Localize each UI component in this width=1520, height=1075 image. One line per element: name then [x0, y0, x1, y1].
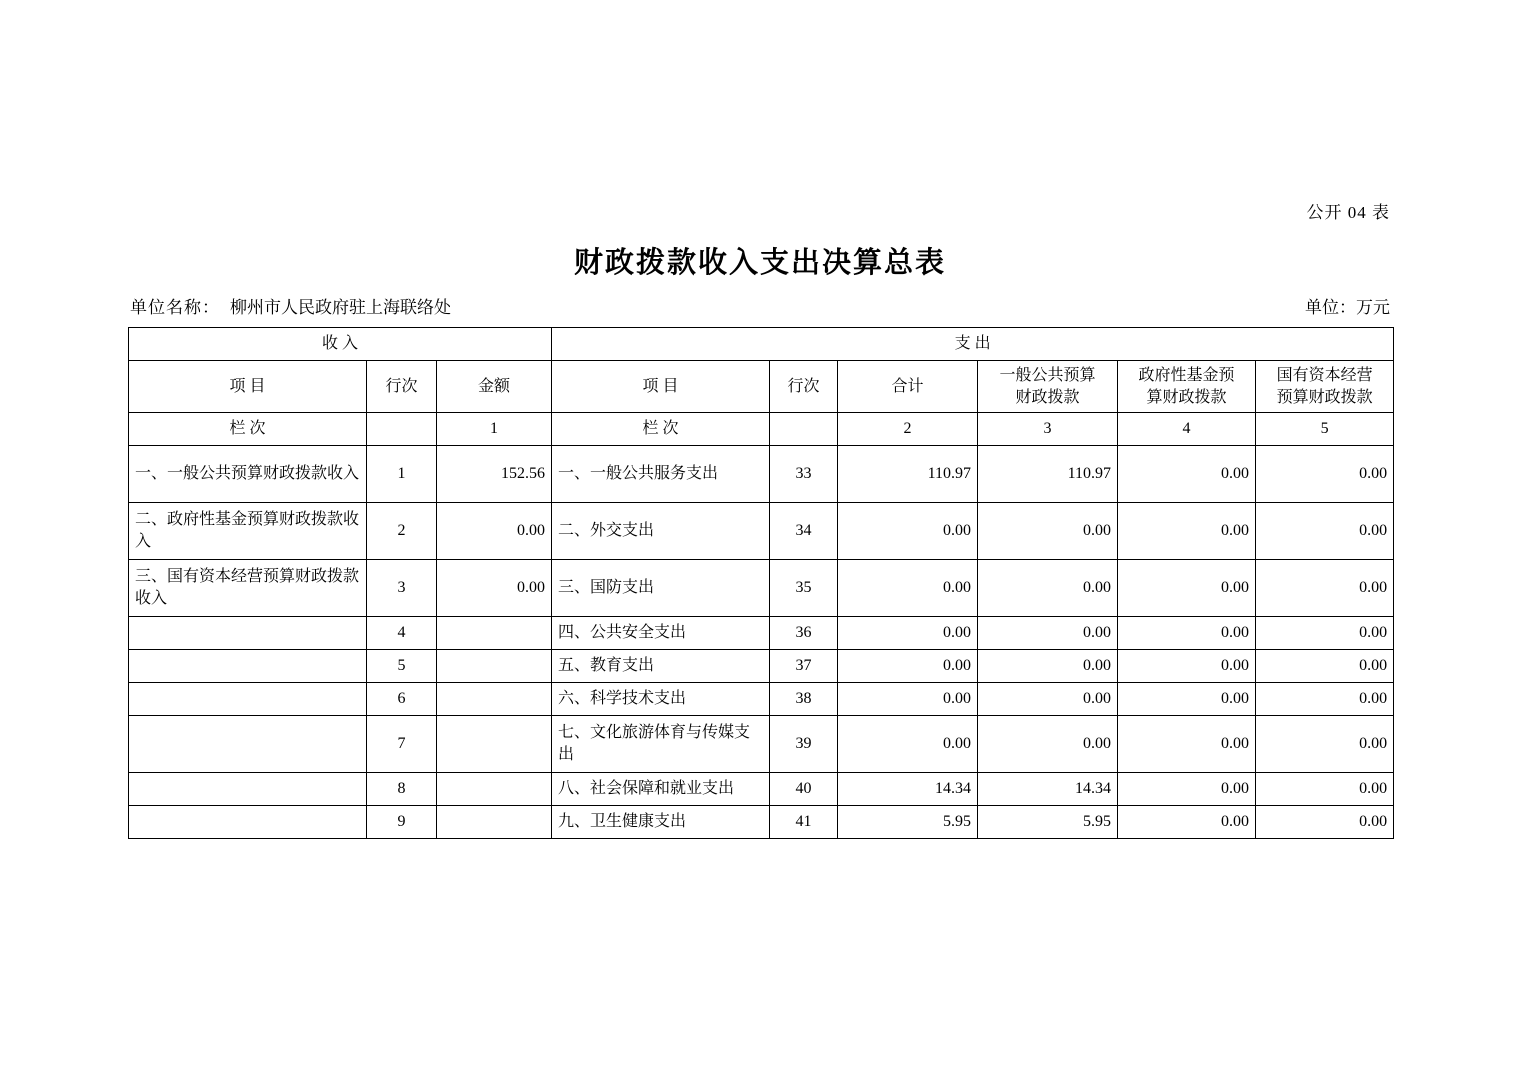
- cell-expense-state-cap: 0.00: [1256, 650, 1394, 683]
- cell-expense-line: 39: [770, 716, 838, 773]
- cell-income-amount: 152.56: [437, 446, 552, 503]
- cell-expense-state-cap: 0.00: [1256, 683, 1394, 716]
- table-row: [129, 650, 1394, 683]
- cell-expense-general: 0.00: [978, 716, 1118, 773]
- col-income-item: 项 目: [129, 361, 367, 413]
- cell-income-amount: [437, 716, 552, 773]
- cell-expense-item: 八、社会保障和就业支出: [552, 773, 770, 806]
- col-expense-gov-fund: [1118, 361, 1256, 413]
- col-expense-gov-fund-line2: 算财政拨款: [1146, 388, 1227, 406]
- table-row: [129, 560, 1394, 617]
- table-row: [129, 683, 1394, 716]
- col-expense-total: 合计: [838, 361, 978, 413]
- col-expense-line: 行次: [770, 361, 838, 413]
- cell-income-amount: [437, 773, 552, 806]
- table-row: [129, 617, 1394, 650]
- cell-expense-line: 34: [770, 503, 838, 560]
- cell-expense-gov-fund: 0.00: [1118, 560, 1256, 617]
- col-income-line: 行次: [367, 361, 437, 413]
- cell-expense-item: 一、一般公共服务支出: [552, 446, 770, 503]
- cell-expense-item: 四、公共安全支出: [552, 617, 770, 650]
- cell-income-line: 4: [367, 617, 437, 650]
- cell-income-line: 9: [367, 806, 437, 839]
- cell-expense-line: 35: [770, 560, 838, 617]
- cell-expense-state-cap: 0.00: [1256, 560, 1394, 617]
- page-title: 财政拨款收入支出决算总表: [573, 247, 946, 279]
- cell-expense-line: 41: [770, 806, 838, 839]
- cell-expense-line: 37: [770, 650, 838, 683]
- cell-expense-gov-fund: 0.00: [1118, 446, 1256, 503]
- unit-measure: 单位：万元: [1305, 298, 1390, 317]
- cell-expense-total: 14.34: [838, 773, 978, 806]
- cell-expense-line: 38: [770, 683, 838, 716]
- cell-income-line: 8: [367, 773, 437, 806]
- table-row: [129, 503, 1394, 560]
- cell-expense-gov-fund: 0.00: [1118, 716, 1256, 773]
- cell-expense-item: 三、国防支出: [552, 560, 770, 617]
- cell-income-amount: 0.00: [437, 503, 552, 560]
- index-income-line-blank: [367, 413, 437, 446]
- cell-income-item: [129, 650, 367, 683]
- cell-income-item: [129, 806, 367, 839]
- cell-expense-item: 七、文化旅游体育与传媒支出: [552, 716, 770, 773]
- table-column-header-row: [129, 361, 1394, 413]
- cell-income-line: 6: [367, 683, 437, 716]
- index-expense-total-no: 2: [838, 413, 978, 446]
- cell-expense-gov-fund: 0.00: [1118, 503, 1256, 560]
- cell-income-line: 1: [367, 446, 437, 503]
- cell-expense-total: 0.00: [838, 716, 978, 773]
- cell-expense-total: 0.00: [838, 650, 978, 683]
- cell-expense-line: 33: [770, 446, 838, 503]
- group-header-income: 收 入: [129, 328, 552, 361]
- index-income-amount-no: 1: [437, 413, 552, 446]
- index-expense-gov-fund-no: 4: [1118, 413, 1256, 446]
- cell-income-line: 5: [367, 650, 437, 683]
- cell-income-amount: [437, 683, 552, 716]
- cell-expense-general: 0.00: [978, 617, 1118, 650]
- cell-expense-general: 5.95: [978, 806, 1118, 839]
- table-row: [129, 716, 1394, 773]
- cell-expense-item: 九、卫生健康支出: [552, 806, 770, 839]
- cell-expense-general: 110.97: [978, 446, 1118, 503]
- col-expense-general-line1: 一般公共预算: [999, 366, 1096, 384]
- table-row: [129, 806, 1394, 839]
- table-row: [129, 773, 1394, 806]
- cell-expense-total: 0.00: [838, 617, 978, 650]
- cell-expense-item: 五、教育支出: [552, 650, 770, 683]
- cell-income-line: 3: [367, 560, 437, 617]
- cell-expense-line: 36: [770, 617, 838, 650]
- cell-income-line: 2: [367, 503, 437, 560]
- cell-expense-general: 14.34: [978, 773, 1118, 806]
- cell-expense-general: 0.00: [978, 560, 1118, 617]
- cell-income-item: 三、国有资本经营预算财政拨款收入: [129, 560, 367, 617]
- cell-expense-general: 0.00: [978, 683, 1118, 716]
- cell-income-item: [129, 683, 367, 716]
- cell-income-amount: 0.00: [437, 560, 552, 617]
- cell-expense-gov-fund: 0.00: [1118, 617, 1256, 650]
- cell-expense-total: 5.95: [838, 806, 978, 839]
- table-group-header-row: [129, 328, 1394, 361]
- col-expense-state-cap: [1256, 361, 1394, 413]
- cell-income-amount: [437, 806, 552, 839]
- unit-name: [130, 293, 451, 318]
- cell-expense-item: 六、科学技术支出: [552, 683, 770, 716]
- cell-expense-item: 二、外交支出: [552, 503, 770, 560]
- cell-income-item: 二、政府性基金预算财政拨款收入: [129, 503, 367, 560]
- cell-expense-gov-fund: 0.00: [1118, 650, 1256, 683]
- cell-income-item: 一、一般公共预算财政拨款收入: [129, 446, 367, 503]
- cell-expense-total: 0.00: [838, 560, 978, 617]
- document-code: 公开 04 表: [1306, 203, 1390, 222]
- unit-name-label: 单位名称：: [130, 298, 220, 317]
- cell-expense-state-cap: 0.00: [1256, 446, 1394, 503]
- document-meta: [130, 293, 1390, 315]
- col-expense-state-cap-line1: 国有资本经营: [1276, 366, 1373, 384]
- cell-income-item: [129, 617, 367, 650]
- col-expense-state-cap-line2: 预算财政拨款: [1276, 388, 1373, 406]
- cell-income-amount: [437, 650, 552, 683]
- cell-expense-gov-fund: 0.00: [1118, 683, 1256, 716]
- cell-expense-state-cap: 0.00: [1256, 806, 1394, 839]
- unit-name-value: 柳州市人民政府驻上海联络处: [230, 298, 451, 317]
- index-expense-state-cap-no: 5: [1256, 413, 1394, 446]
- cell-expense-general: 0.00: [978, 650, 1118, 683]
- financial-table: [128, 327, 1394, 839]
- col-income-amount: 金额: [437, 361, 552, 413]
- index-expense-general-no: 3: [978, 413, 1118, 446]
- cell-expense-total: 0.00: [838, 503, 978, 560]
- cell-income-item: [129, 773, 367, 806]
- col-expense-gov-fund-line1: 政府性基金预: [1138, 366, 1235, 384]
- cell-expense-line: 40: [770, 773, 838, 806]
- index-expense-label: 栏 次: [552, 413, 770, 446]
- col-expense-general-line2: 财政拨款: [1015, 388, 1080, 406]
- cell-income-amount: [437, 617, 552, 650]
- cell-expense-gov-fund: 0.00: [1118, 806, 1256, 839]
- cell-expense-total: 0.00: [838, 683, 978, 716]
- cell-expense-state-cap: 0.00: [1256, 716, 1394, 773]
- col-expense-item: 项 目: [552, 361, 770, 413]
- cell-expense-state-cap: 0.00: [1256, 503, 1394, 560]
- cell-income-line: 7: [367, 716, 437, 773]
- cell-expense-gov-fund: 0.00: [1118, 773, 1256, 806]
- cell-expense-state-cap: 0.00: [1256, 773, 1394, 806]
- index-expense-line-blank: [770, 413, 838, 446]
- cell-expense-total: 110.97: [838, 446, 978, 503]
- cell-expense-state-cap: 0.00: [1256, 617, 1394, 650]
- index-income-label: 栏 次: [129, 413, 367, 446]
- col-expense-general: [978, 361, 1118, 413]
- cell-income-item: [129, 716, 367, 773]
- table-column-index-row: [129, 413, 1394, 446]
- table-row: [129, 446, 1394, 503]
- group-header-expense: 支 出: [552, 328, 1394, 361]
- cell-expense-general: 0.00: [978, 503, 1118, 560]
